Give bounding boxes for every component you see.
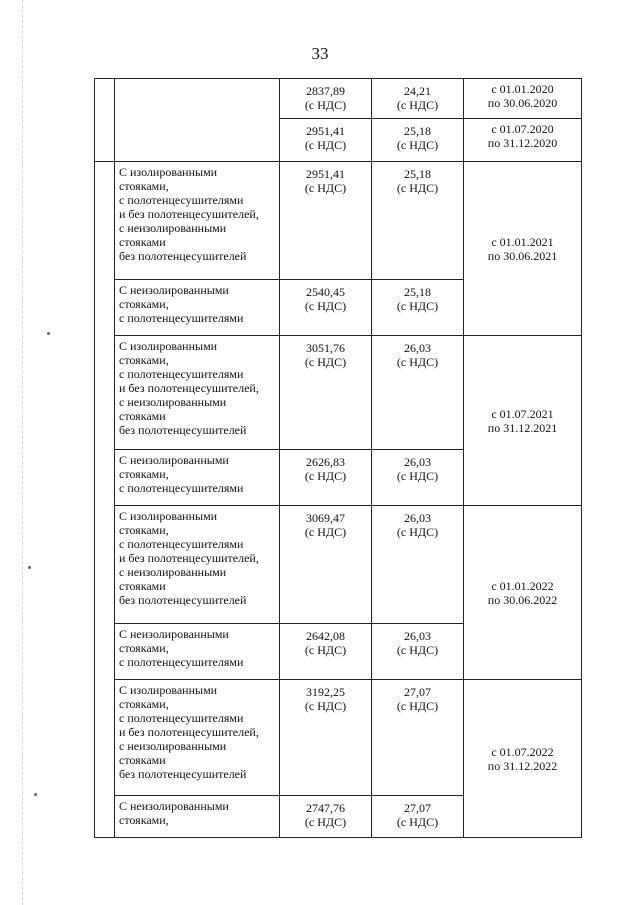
table-row xyxy=(95,79,582,119)
price-cell: 3192,25 (с НДС) xyxy=(280,680,372,796)
description-cell: С изолированными стояками, с полотенцесушителями и без полотенцесушителей, с неизолированными стояками без полотенцесушителей xyxy=(115,162,280,280)
tariff-table xyxy=(94,78,582,838)
price-cell: 2951,41 (с НДС) xyxy=(280,162,372,280)
period-cell: с 01.07.2022 по 31.12.2022 xyxy=(464,680,582,838)
description-cell: С изолированными стояками, с полотенцесушителями и без полотенцесушителей, с неизолированными стояками без полотенцесушителей xyxy=(115,336,280,450)
description-cell: С неизолированными стояками, xyxy=(115,796,280,838)
description-cell: С изолированными стояками, с полотенцесушителями и без полотенцесушителей, с неизолированными стояками без полотенцесушителей xyxy=(115,680,280,796)
page-number: 33 xyxy=(311,44,329,63)
price-cell: 2540,45 (с НДС) xyxy=(280,280,372,336)
price-cell: 3069,47 (с НДС) xyxy=(280,506,372,624)
norm-cell: 27,07 (с НДС) xyxy=(372,680,464,796)
norm-cell: 24,21 (с НДС) xyxy=(372,79,464,119)
binding-edge xyxy=(0,0,23,905)
description-cell: С неизолированными стояками, с полотенцесушителями xyxy=(115,280,280,336)
norm-cell: 25,18 (с НДС) xyxy=(372,119,464,162)
price-cell: 2642,08 (с НДС) xyxy=(280,624,372,680)
norm-cell: 26,03 (с НДС) xyxy=(372,336,464,450)
price-cell: 2747,76 (с НДС) xyxy=(280,796,372,838)
scan-speck xyxy=(28,566,31,569)
tariff-table-wrapper xyxy=(94,78,582,838)
norm-cell: 27,07 (с НДС) xyxy=(372,796,464,838)
description-cell: С неизолированными стояками, с полотенцесушителями xyxy=(115,450,280,506)
scan-speck xyxy=(47,332,50,335)
norm-cell: 26,03 (с НДС) xyxy=(372,624,464,680)
price-cell: 2837,89 (с НДС) xyxy=(280,79,372,119)
norm-cell: 26,03 (с НДС) xyxy=(372,506,464,624)
description-cell: С неизолированными стояками, с полотенцесушителями xyxy=(115,624,280,680)
period-cell: с 01.01.2021 по 30.06.2021 xyxy=(464,162,582,336)
norm-cell: 25,18 (с НДС) xyxy=(372,162,464,280)
price-cell: 2951,41 (с НДС) xyxy=(280,119,372,162)
price-cell: 3051,76 (с НДС) xyxy=(280,336,372,450)
table-row xyxy=(95,680,582,796)
blank-cell xyxy=(95,79,115,162)
table-row xyxy=(95,162,582,280)
price-cell: 2626,83 (с НДС) xyxy=(280,450,372,506)
period-cell: с 01.01.2020 по 30.06.2020 xyxy=(464,79,582,119)
period-cell: с 01.07.2020 по 31.12.2020 xyxy=(464,119,582,162)
scan-speck xyxy=(34,793,37,796)
blank-cell xyxy=(115,79,280,162)
period-cell: с 01.01.2022 по 30.06.2022 xyxy=(464,506,582,680)
period-cell: с 01.07.2021 по 31.12.2021 xyxy=(464,336,582,506)
table-row xyxy=(95,336,582,450)
blank-cell xyxy=(95,162,115,838)
description-cell: С изолированными стояками, с полотенцесушителями и без полотенцесушителей, с неизолированными стояками без полотенцесушителей xyxy=(115,506,280,624)
norm-cell: 26,03 (с НДС) xyxy=(372,450,464,506)
norm-cell: 25,18 (с НДС) xyxy=(372,280,464,336)
table-row xyxy=(95,506,582,624)
